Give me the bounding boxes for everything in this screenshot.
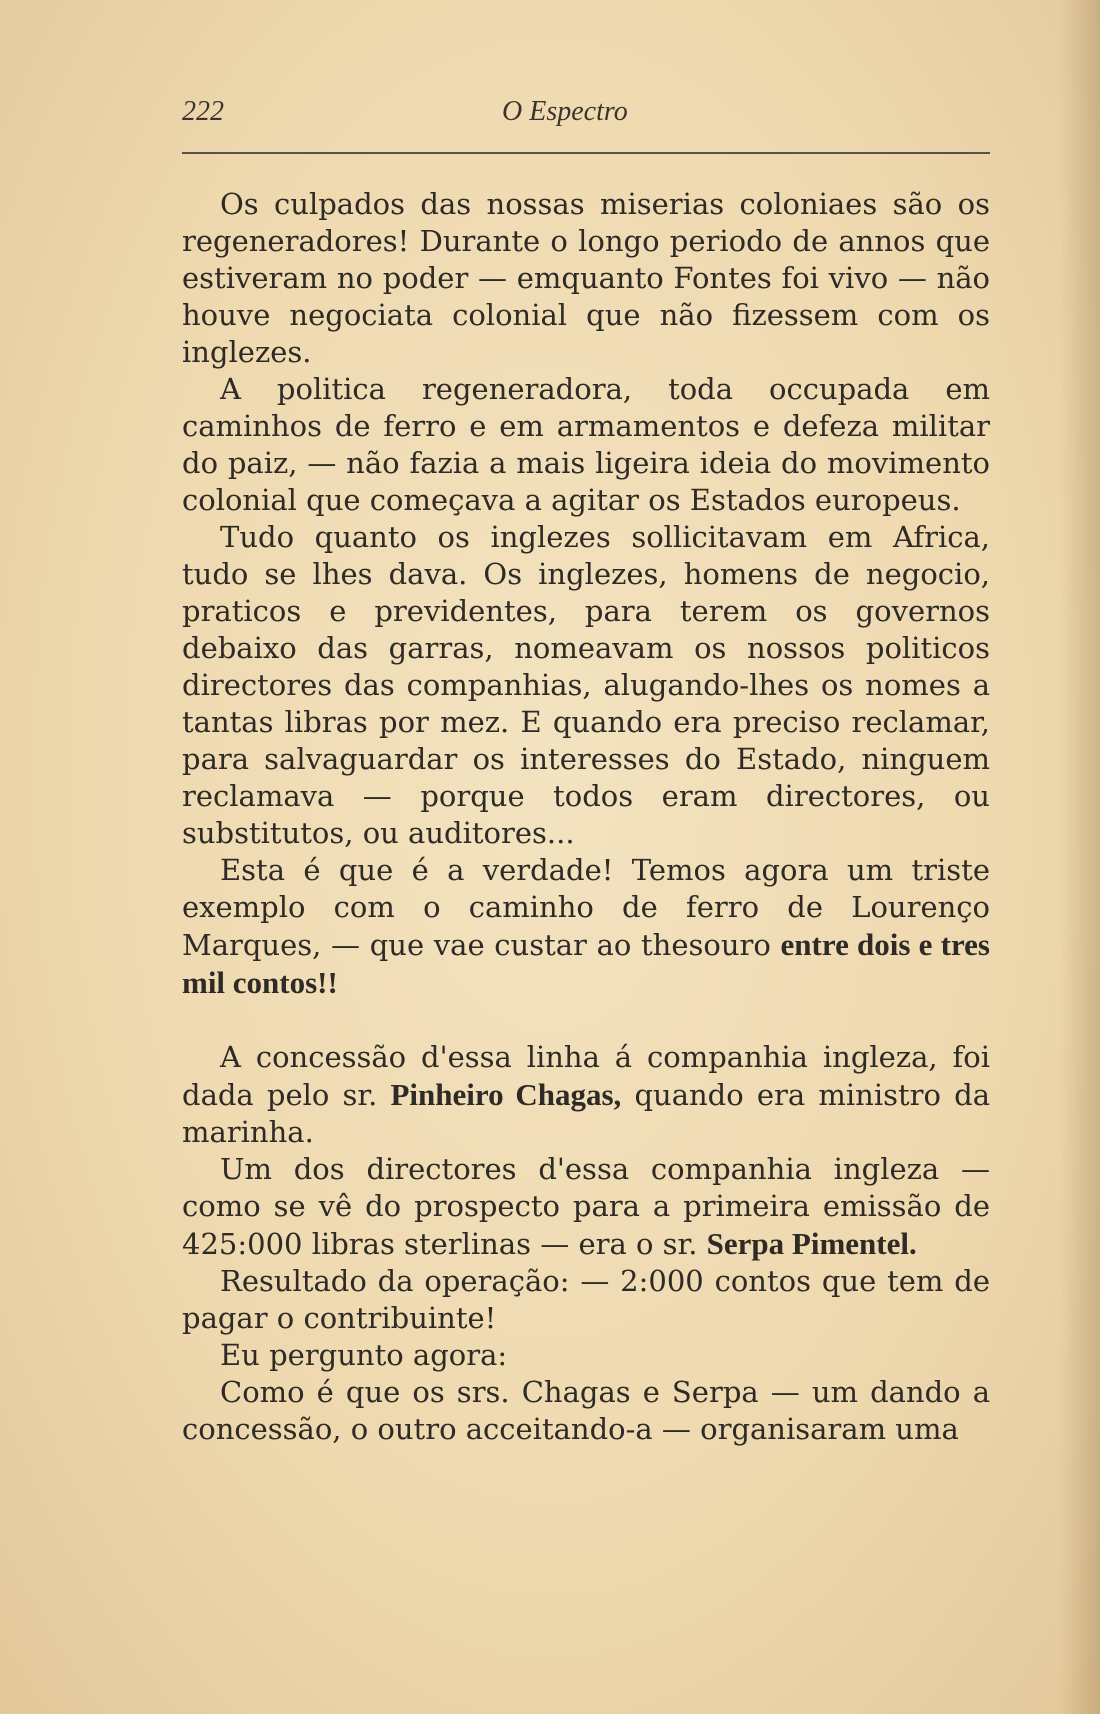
running-header	[182, 96, 990, 136]
paragraph	[182, 371, 990, 519]
paragraph	[182, 1263, 990, 1337]
running-title: O Espectro	[502, 96, 628, 127]
header-rule	[182, 152, 990, 154]
paragraph	[182, 1374, 990, 1448]
paragraph-text: Um dos directores d'essa companhia ingleza — como se vê do prospecto para a primeira emissão de 425:000 libras sterlinas — era o sr.	[182, 1152, 990, 1261]
page-number: 222	[182, 96, 224, 127]
bold-text: Pinheiro Chagas,	[390, 1077, 622, 1112]
bold-text: entre dois e tres mil contos!!	[182, 927, 990, 1000]
paragraph	[182, 1039, 990, 1151]
paragraph	[182, 1337, 990, 1374]
body-text	[182, 186, 990, 1448]
paragraph-text: quando era ministro da marinha.	[182, 1078, 990, 1149]
paragraph	[182, 519, 990, 852]
paragraph-text: A politica regeneradora, toda occupada em caminhos de ferro e em armamentos e defeza militar do paiz, — não fazia a mais ligeira ideia do movimento colonial que começava a agitar os Estados europeus.	[182, 372, 990, 517]
page-edge-shadow	[1060, 0, 1100, 1714]
paragraph-text: Resultado da operação: — 2:000 contos que tem de pagar o contribuinte!	[182, 1264, 990, 1335]
paragraph-text: Os culpados das nossas miserias coloniaes são os regeneradores! Durante o longo periodo de annos que estiveram no poder — emquanto Fontes foi vivo — não houve negociata colonial que não fizessem com os inglezes.	[182, 187, 990, 369]
paragraph-text: Esta é que é a verdade! Temos agora um triste exemplo com o caminho de ferro de Lourenço Marques, — que vae custar ao thesouro	[182, 853, 990, 962]
paragraph-text: Tudo quanto os inglezes sollicitavam em Africa, tudo se lhes dava. Os inglezes, homens de negocio, praticos e previdentes, para terem os governos debaixo das garras, nomeavam os nossos politicos directores das companhias, alugando-lhes os nomes a tantas libras por mez. E quando era preciso reclamar, para salvaguardar os interesses do Estado, ninguem reclamava — porque todos eram directores, ou substitutos, ou auditores...	[182, 520, 990, 850]
paragraph-text: Como é que os srs. Chagas e Serpa — um dando a concessão, o outro acceitando-a — organisaram uma	[182, 1375, 990, 1446]
paragraph	[182, 852, 990, 1002]
paragraph-text: A concessão d'essa linha á companhia ingleza, foi dada pelo sr.	[182, 1040, 990, 1112]
paragraph-text: Eu pergunto agora:	[220, 1338, 508, 1372]
paragraph	[182, 1151, 990, 1263]
paragraph	[182, 186, 990, 371]
bold-text: Serpa Pimentel.	[706, 1226, 917, 1261]
